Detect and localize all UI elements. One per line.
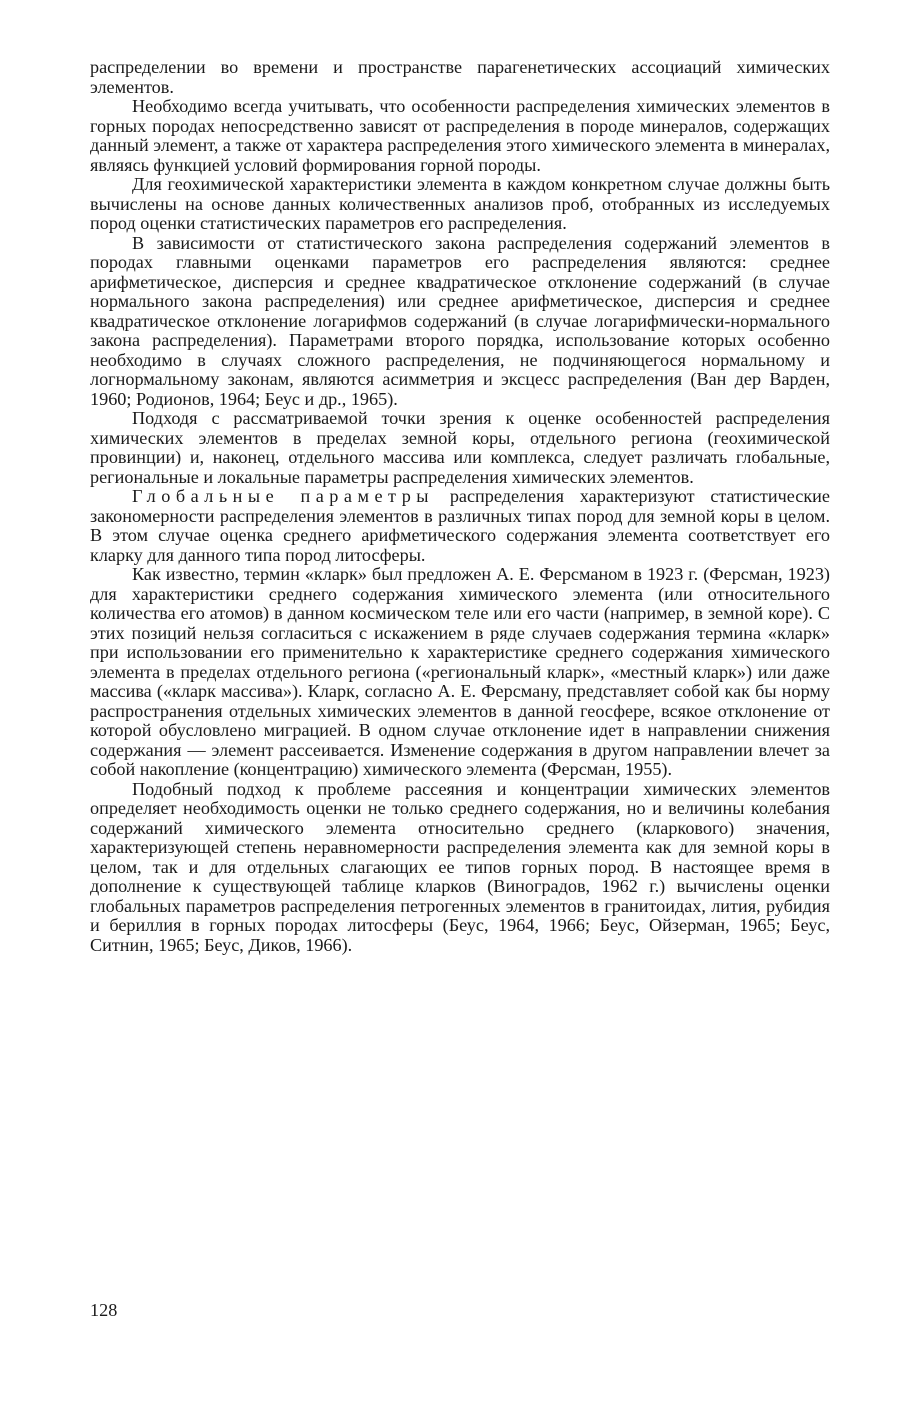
paragraph: Как известно, термин «кларк» был предложен А. Е. Ферсманом в 1923 г. (Ферсман, 1923) для характеристики среднего содержания химического элемента (или относительного количества его атомов) в данном космическом теле или его части (например, в земной коре). С этих позиций нельзя согласиться с искажением в ряде случаев содержания термина «кларк» при использовании его применительно к характеристике среднего содержания химического элемента в пределах отдельного региона («региональный кларк», «местный кларк») или даже массива («кларк массива»). Кларк, согласно А. Е. Ферсману, представляет собой как бы норму распространения отдельных химических элементов в данной геосфере, всякое отклонение от которой обусловлено миграцией. В одном случае отклонение идет в направлении снижения содержания — элемент рассеивается. Изменение содержания в другом направлении влечет за собой накопление (концентрацию) химического элемента (Ферсман, 1955).	[90, 564, 830, 779]
page-number: 128	[90, 1300, 118, 1320]
paragraph: Подходя с рассматриваемой точки зрения к оценке особенностей распределения химических элементов в пределах земной коры, отдельного региона (геохимической провинции) и, наконец, отдельного массива или комплекса, следует различать глобальные, региональные и локальные параметры распределения химических элементов.	[90, 408, 830, 487]
paragraph: Подобный подход к проблеме рассеяния и концентрации химических элементов определяет необходимость оценки не только среднего содержания, но и величины колебания содержаний химического элемента относительно среднего (кларкового) значения, характеризующей степень неравномерности распределения элемента как для земной коры в целом, так и для отдельных слагающих ее типов горных пород. В настоящее время в дополнение к существующей таблице кларков (Виноградов, 1962 г.) вычислены оценки глобальных параметров распределения петрогенных элементов в гранитоидах, лития, рубидия и бериллия в горных породах литосферы (Беус, 1964, 1966; Беус, Ойзерман, 1965; Беус, Ситнин, 1965; Беус, Диков, 1966).	[90, 778, 830, 955]
spaced-term: Глобальные параметры	[132, 486, 435, 506]
paragraph: Необходимо всегда учитывать, что особенности распределения химических элементов в горных породах непосредственно зависят от распределения в породе минералов, содержащих данный элемент, а также от характера распределения этого химического элемента в минералах, являясь функцией условий формирования горной породы.	[90, 96, 830, 175]
paragraph: В зависимости от статистического закона распределения содержаний элементов в породах главными оценками параметров его распределения являются: среднее арифметическое, дисперсия и среднее квадратическое отклонение содержаний (в случае нормального закона распределения) или среднее арифметическое, дисперсия и среднее квадратическое отклонение логарифмов содержаний (в случае логарифмически-нормального закона распределения). Параметрами второго порядка, использование которых особенно необходимо в случаях сложного распределения, не подчиняющегося нормальному и логнормальному законам, являются асимметрия и эксцесс распределения (Ван дер Варден, 1960; Родионов, 1964; Беус и др., 1965).	[90, 232, 830, 409]
paragraph-global-parameters	[90, 487, 830, 565]
paragraph-continuation: распределении во времени и пространстве парагенетических ассоциаций химических элементов.	[90, 57, 830, 97]
paragraph-text: распределения характеризуют статистические закономерности распределения элементов в различных типах пород для земной коры в целом. В этом случае оценка среднего арифметического содержания элемента соответствует его кларку для данного типа пород литосферы.	[90, 486, 830, 565]
paragraph: Для геохимической характеристики элемента в каждом конкретном случае должны быть вычислены на основе данных количественных анализов проб, отобранных из исследуемых пород оценки статистических параметров его распределения.	[90, 174, 830, 233]
page-body	[90, 58, 830, 955]
